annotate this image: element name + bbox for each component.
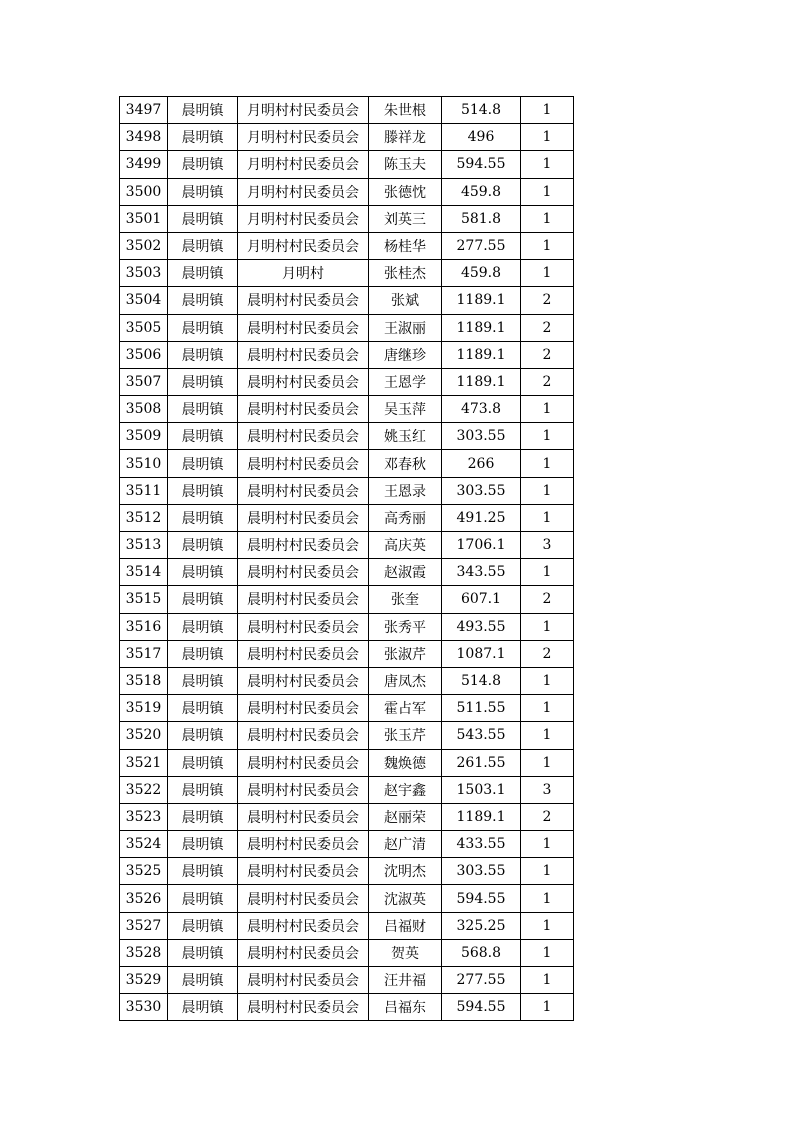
table-row: [120, 722, 574, 749]
cell-person-name: 沈淑英: [369, 885, 442, 912]
cell-village-committee: 晨明村村民委员会: [238, 885, 369, 912]
cell-amount: 581.8: [442, 205, 521, 232]
cell-count: 1: [521, 450, 574, 477]
table-row: [120, 667, 574, 694]
cell-amount: 1087.1: [442, 640, 521, 667]
cell-town: 晨明镇: [168, 722, 238, 749]
table-row: [120, 124, 574, 151]
table-row: [120, 858, 574, 885]
cell-person-name: 王淑丽: [369, 314, 442, 341]
cell-amount: 514.8: [442, 667, 521, 694]
cell-serial-number: 3520: [120, 722, 168, 749]
cell-town: 晨明镇: [168, 967, 238, 994]
cell-serial-number: 3499: [120, 151, 168, 178]
cell-serial-number: 3506: [120, 341, 168, 368]
cell-village-committee: 晨明村村民委员会: [238, 314, 369, 341]
cell-serial-number: 3498: [120, 124, 168, 151]
table-row: [120, 450, 574, 477]
cell-person-name: 王恩录: [369, 477, 442, 504]
table-row: [120, 831, 574, 858]
cell-person-name: 张斌: [369, 287, 442, 314]
cell-village-committee: 晨明村村民委员会: [238, 640, 369, 667]
cell-town: 晨明镇: [168, 613, 238, 640]
cell-person-name: 张玉芹: [369, 722, 442, 749]
cell-serial-number: 3526: [120, 885, 168, 912]
table-row: [120, 396, 574, 423]
cell-village-committee: 晨明村村民委员会: [238, 667, 369, 694]
cell-serial-number: 3502: [120, 232, 168, 259]
cell-town: 晨明镇: [168, 831, 238, 858]
cell-amount: 491.25: [442, 504, 521, 531]
cell-town: 晨明镇: [168, 178, 238, 205]
cell-town: 晨明镇: [168, 97, 238, 124]
cell-amount: 1503.1: [442, 776, 521, 803]
cell-amount: 325.25: [442, 912, 521, 939]
cell-person-name: 杨桂华: [369, 232, 442, 259]
cell-village-committee: 晨明村村民委员会: [238, 776, 369, 803]
cell-serial-number: 3516: [120, 613, 168, 640]
table-row: [120, 477, 574, 504]
table-row: [120, 559, 574, 586]
cell-village-committee: 月明村村民委员会: [238, 151, 369, 178]
cell-amount: 1189.1: [442, 314, 521, 341]
cell-person-name: 陈玉夫: [369, 151, 442, 178]
cell-count: 1: [521, 232, 574, 259]
cell-village-committee: 月明村: [238, 260, 369, 287]
cell-village-committee: 晨明村村民委员会: [238, 613, 369, 640]
cell-village-committee: 晨明村村民委员会: [238, 695, 369, 722]
cell-count: 1: [521, 912, 574, 939]
cell-person-name: 赵宇鑫: [369, 776, 442, 803]
cell-town: 晨明镇: [168, 640, 238, 667]
cell-amount: 433.55: [442, 831, 521, 858]
cell-count: 1: [521, 423, 574, 450]
cell-count: 3: [521, 776, 574, 803]
table-row: [120, 939, 574, 966]
cell-count: 1: [521, 939, 574, 966]
cell-amount: 261.55: [442, 749, 521, 776]
cell-village-committee: 月明村村民委员会: [238, 205, 369, 232]
cell-town: 晨明镇: [168, 912, 238, 939]
cell-village-committee: 月明村村民委员会: [238, 124, 369, 151]
cell-count: 1: [521, 178, 574, 205]
table-row: [120, 314, 574, 341]
cell-person-name: 唐凤杰: [369, 667, 442, 694]
table-row: [120, 586, 574, 613]
cell-town: 晨明镇: [168, 314, 238, 341]
cell-serial-number: 3501: [120, 205, 168, 232]
cell-town: 晨明镇: [168, 532, 238, 559]
cell-serial-number: 3523: [120, 803, 168, 830]
cell-person-name: 姚玉红: [369, 423, 442, 450]
cell-town: 晨明镇: [168, 776, 238, 803]
cell-town: 晨明镇: [168, 858, 238, 885]
cell-person-name: 王恩学: [369, 368, 442, 395]
table-row: [120, 885, 574, 912]
cell-count: 1: [521, 477, 574, 504]
cell-serial-number: 3530: [120, 994, 168, 1021]
cell-count: 1: [521, 667, 574, 694]
cell-village-committee: 晨明村村民委员会: [238, 722, 369, 749]
cell-village-committee: 晨明村村民委员会: [238, 423, 369, 450]
cell-count: 3: [521, 532, 574, 559]
cell-village-committee: 晨明村村民委员会: [238, 803, 369, 830]
table-row: [120, 423, 574, 450]
cell-person-name: 张桂杰: [369, 260, 442, 287]
cell-count: 2: [521, 341, 574, 368]
cell-amount: 493.55: [442, 613, 521, 640]
cell-count: 1: [521, 858, 574, 885]
cell-town: 晨明镇: [168, 667, 238, 694]
table-row: [120, 776, 574, 803]
table-row: [120, 695, 574, 722]
cell-serial-number: 3517: [120, 640, 168, 667]
cell-count: 2: [521, 640, 574, 667]
cell-town: 晨明镇: [168, 559, 238, 586]
cell-amount: 511.55: [442, 695, 521, 722]
table-row: [120, 287, 574, 314]
cell-amount: 1189.1: [442, 803, 521, 830]
cell-village-committee: 月明村村民委员会: [238, 232, 369, 259]
cell-serial-number: 3521: [120, 749, 168, 776]
cell-amount: 496: [442, 124, 521, 151]
cell-village-committee: 晨明村村民委员会: [238, 341, 369, 368]
table-row: [120, 532, 574, 559]
cell-serial-number: 3528: [120, 939, 168, 966]
table-row: [120, 994, 574, 1021]
cell-count: 2: [521, 803, 574, 830]
cell-amount: 514.8: [442, 97, 521, 124]
cell-amount: 1189.1: [442, 341, 521, 368]
cell-town: 晨明镇: [168, 287, 238, 314]
table-row: [120, 912, 574, 939]
cell-person-name: 汪井福: [369, 967, 442, 994]
cell-person-name: 吕福东: [369, 994, 442, 1021]
cell-amount: 303.55: [442, 477, 521, 504]
cell-village-committee: 晨明村村民委员会: [238, 858, 369, 885]
cell-person-name: 赵广清: [369, 831, 442, 858]
cell-village-committee: 晨明村村民委员会: [238, 912, 369, 939]
cell-village-committee: 晨明村村民委员会: [238, 396, 369, 423]
cell-person-name: 朱世根: [369, 97, 442, 124]
cell-amount: 303.55: [442, 423, 521, 450]
cell-count: 1: [521, 97, 574, 124]
cell-serial-number: 3519: [120, 695, 168, 722]
cell-serial-number: 3515: [120, 586, 168, 613]
cell-count: 1: [521, 967, 574, 994]
cell-person-name: 刘英三: [369, 205, 442, 232]
cell-town: 晨明镇: [168, 232, 238, 259]
cell-serial-number: 3500: [120, 178, 168, 205]
cell-count: 1: [521, 124, 574, 151]
cell-serial-number: 3497: [120, 97, 168, 124]
cell-count: 1: [521, 396, 574, 423]
table-row: [120, 504, 574, 531]
cell-town: 晨明镇: [168, 423, 238, 450]
cell-town: 晨明镇: [168, 151, 238, 178]
cell-count: 1: [521, 504, 574, 531]
cell-village-committee: 晨明村村民委员会: [238, 559, 369, 586]
table-row: [120, 97, 574, 124]
cell-serial-number: 3507: [120, 368, 168, 395]
cell-serial-number: 3503: [120, 260, 168, 287]
table-row: [120, 368, 574, 395]
cell-count: 1: [521, 151, 574, 178]
cell-person-name: 张奎: [369, 586, 442, 613]
cell-amount: 1189.1: [442, 287, 521, 314]
cell-amount: 459.8: [442, 260, 521, 287]
cell-village-committee: 晨明村村民委员会: [238, 368, 369, 395]
cell-count: 2: [521, 314, 574, 341]
cell-town: 晨明镇: [168, 803, 238, 830]
cell-count: 2: [521, 368, 574, 395]
cell-person-name: 唐继珍: [369, 341, 442, 368]
cell-count: 1: [521, 260, 574, 287]
cell-person-name: 赵丽荣: [369, 803, 442, 830]
cell-town: 晨明镇: [168, 695, 238, 722]
cell-person-name: 魏焕德: [369, 749, 442, 776]
cell-village-committee: 晨明村村民委员会: [238, 994, 369, 1021]
cell-village-committee: 晨明村村民委员会: [238, 831, 369, 858]
cell-person-name: 吕福财: [369, 912, 442, 939]
roster-table-body: [120, 97, 574, 1021]
cell-town: 晨明镇: [168, 260, 238, 287]
table-row: [120, 803, 574, 830]
table-row: [120, 613, 574, 640]
cell-amount: 594.55: [442, 151, 521, 178]
cell-serial-number: 3504: [120, 287, 168, 314]
cell-village-committee: 月明村村民委员会: [238, 97, 369, 124]
cell-amount: 594.55: [442, 994, 521, 1021]
cell-amount: 594.55: [442, 885, 521, 912]
cell-town: 晨明镇: [168, 939, 238, 966]
cell-count: 1: [521, 749, 574, 776]
table-row: [120, 178, 574, 205]
cell-town: 晨明镇: [168, 994, 238, 1021]
cell-village-committee: 晨明村村民委员会: [238, 450, 369, 477]
cell-village-committee: 晨明村村民委员会: [238, 532, 369, 559]
table-row: [120, 341, 574, 368]
cell-village-committee: 晨明村村民委员会: [238, 939, 369, 966]
cell-amount: 568.8: [442, 939, 521, 966]
cell-village-committee: 晨明村村民委员会: [238, 477, 369, 504]
cell-serial-number: 3511: [120, 477, 168, 504]
table-row: [120, 749, 574, 776]
cell-serial-number: 3529: [120, 967, 168, 994]
cell-serial-number: 3514: [120, 559, 168, 586]
cell-serial-number: 3509: [120, 423, 168, 450]
cell-village-committee: 晨明村村民委员会: [238, 586, 369, 613]
cell-village-committee: 晨明村村民委员会: [238, 287, 369, 314]
cell-town: 晨明镇: [168, 396, 238, 423]
cell-town: 晨明镇: [168, 504, 238, 531]
cell-serial-number: 3524: [120, 831, 168, 858]
table-row: [120, 640, 574, 667]
cell-count: 1: [521, 205, 574, 232]
cell-person-name: 滕祥龙: [369, 124, 442, 151]
cell-village-committee: 月明村村民委员会: [238, 178, 369, 205]
cell-count: 1: [521, 613, 574, 640]
cell-count: 1: [521, 994, 574, 1021]
cell-town: 晨明镇: [168, 450, 238, 477]
cell-amount: 473.8: [442, 396, 521, 423]
cell-amount: 277.55: [442, 232, 521, 259]
cell-town: 晨明镇: [168, 586, 238, 613]
cell-serial-number: 3513: [120, 532, 168, 559]
cell-amount: 277.55: [442, 967, 521, 994]
cell-count: 1: [521, 831, 574, 858]
cell-serial-number: 3522: [120, 776, 168, 803]
cell-person-name: 高秀丽: [369, 504, 442, 531]
cell-amount: 303.55: [442, 858, 521, 885]
cell-serial-number: 3525: [120, 858, 168, 885]
cell-count: 1: [521, 559, 574, 586]
cell-serial-number: 3527: [120, 912, 168, 939]
cell-village-committee: 晨明村村民委员会: [238, 749, 369, 776]
table-row: [120, 205, 574, 232]
cell-town: 晨明镇: [168, 205, 238, 232]
cell-person-name: 贺英: [369, 939, 442, 966]
cell-count: 2: [521, 586, 574, 613]
cell-person-name: 张德忱: [369, 178, 442, 205]
cell-amount: 1189.1: [442, 368, 521, 395]
cell-serial-number: 3510: [120, 450, 168, 477]
cell-town: 晨明镇: [168, 341, 238, 368]
cell-town: 晨明镇: [168, 477, 238, 504]
cell-amount: 543.55: [442, 722, 521, 749]
cell-serial-number: 3512: [120, 504, 168, 531]
cell-person-name: 张秀平: [369, 613, 442, 640]
cell-amount: 607.1: [442, 586, 521, 613]
cell-person-name: 邓春秋: [369, 450, 442, 477]
cell-person-name: 张淑芹: [369, 640, 442, 667]
cell-person-name: 霍占军: [369, 695, 442, 722]
cell-town: 晨明镇: [168, 124, 238, 151]
table-row: [120, 232, 574, 259]
cell-serial-number: 3505: [120, 314, 168, 341]
cell-count: 1: [521, 885, 574, 912]
table-row: [120, 967, 574, 994]
cell-serial-number: 3518: [120, 667, 168, 694]
cell-count: 2: [521, 287, 574, 314]
cell-person-name: 沈明杰: [369, 858, 442, 885]
cell-count: 1: [521, 722, 574, 749]
roster-table: [119, 96, 574, 1021]
cell-amount: 459.8: [442, 178, 521, 205]
cell-serial-number: 3508: [120, 396, 168, 423]
cell-town: 晨明镇: [168, 749, 238, 776]
cell-amount: 266: [442, 450, 521, 477]
cell-amount: 343.55: [442, 559, 521, 586]
table-row: [120, 151, 574, 178]
cell-town: 晨明镇: [168, 885, 238, 912]
cell-town: 晨明镇: [168, 368, 238, 395]
cell-amount: 1706.1: [442, 532, 521, 559]
cell-person-name: 赵淑霞: [369, 559, 442, 586]
cell-village-committee: 晨明村村民委员会: [238, 504, 369, 531]
table-row: [120, 260, 574, 287]
cell-person-name: 吴玉萍: [369, 396, 442, 423]
cell-count: 1: [521, 695, 574, 722]
cell-village-committee: 晨明村村民委员会: [238, 967, 369, 994]
cell-person-name: 高庆英: [369, 532, 442, 559]
